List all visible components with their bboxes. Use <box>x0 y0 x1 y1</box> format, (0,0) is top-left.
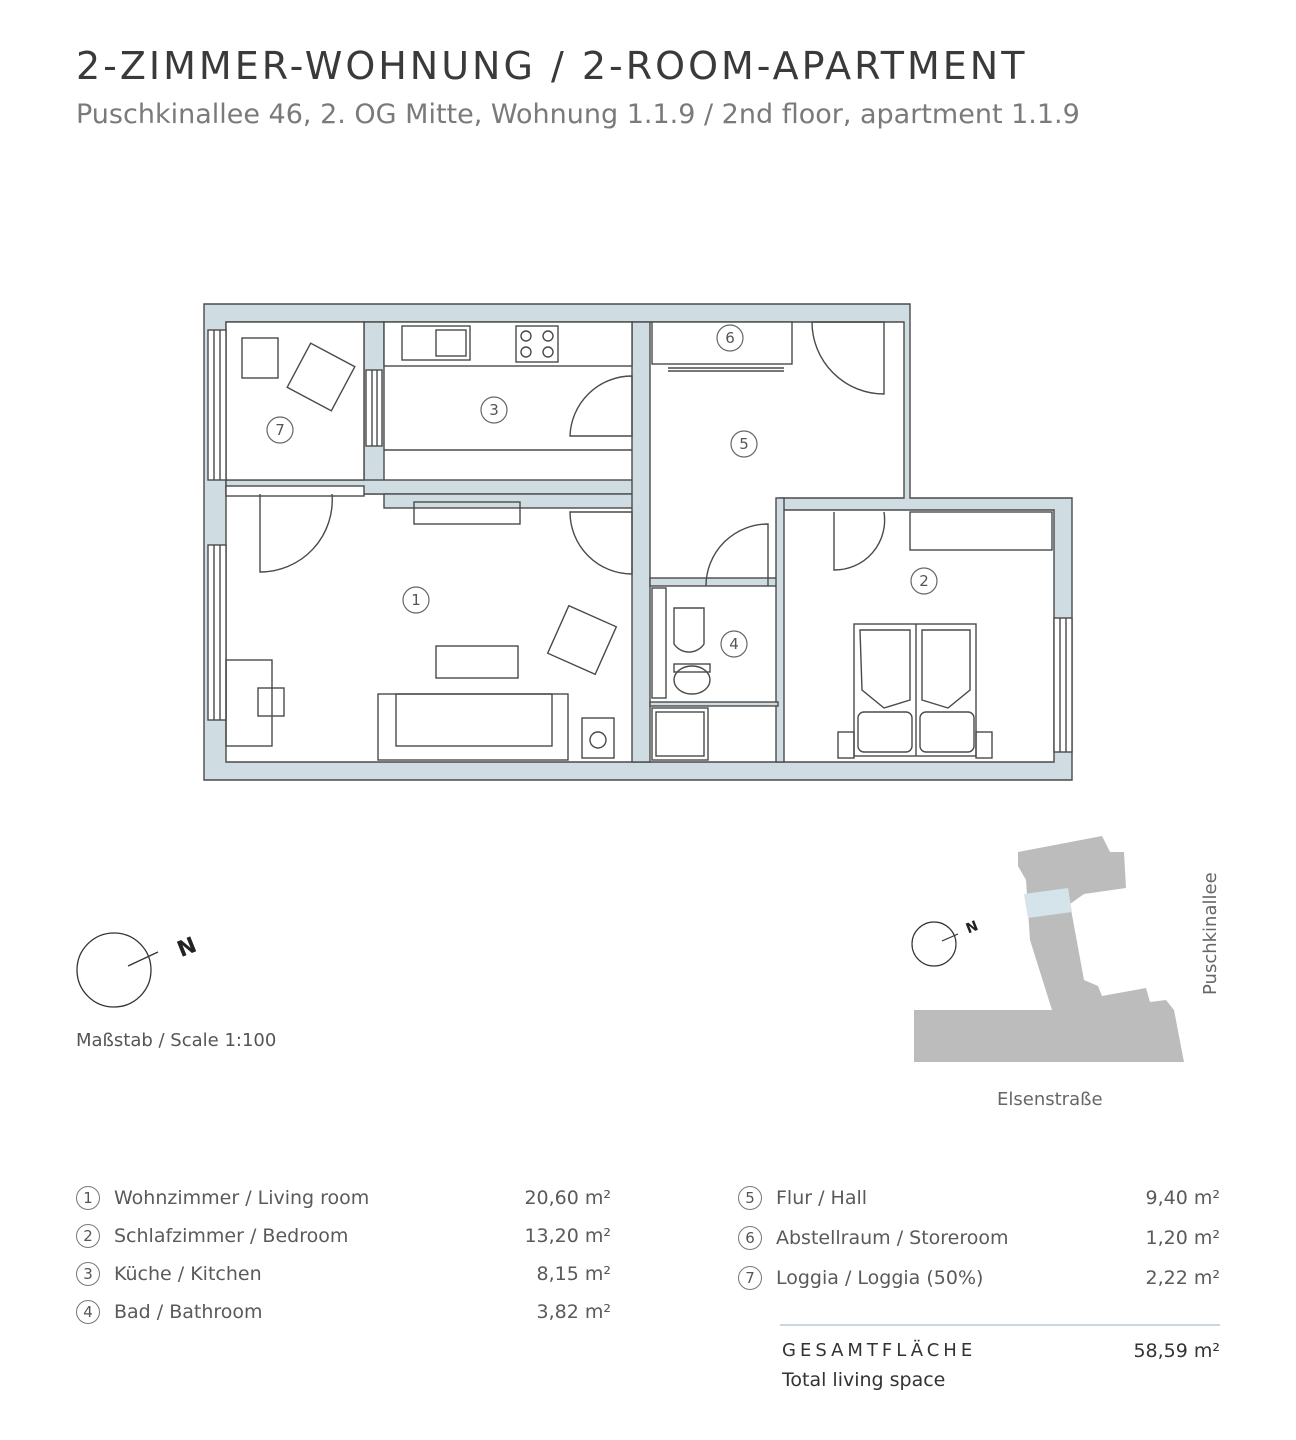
street-elsenstrasse: Elsenstraße <box>997 1089 1103 1110</box>
wall-bath-shower <box>650 702 778 706</box>
room-number: 7 <box>738 1266 762 1290</box>
room-name: Abstellraum / Storeroom <box>776 1227 1009 1249</box>
bed <box>854 624 976 756</box>
window-bedroom <box>1054 618 1072 752</box>
window-left-1 <box>208 330 226 480</box>
room-area: 8,15 m² <box>536 1263 611 1285</box>
room-number: 6 <box>738 1226 762 1250</box>
shower <box>652 708 708 760</box>
list-item <box>76 1260 611 1288</box>
wardrobe <box>910 512 1052 550</box>
door-bedroom <box>834 512 885 570</box>
site-plan <box>914 836 1184 1062</box>
room-name: Küche / Kitchen <box>114 1263 262 1285</box>
room-area: 9,40 m² <box>1145 1187 1220 1209</box>
room-area: 2,22 m² <box>1145 1267 1220 1289</box>
wall-kitchen-bottom <box>384 494 634 508</box>
room-name: Wohnzimmer / Living room <box>114 1187 370 1209</box>
room-number: 4 <box>76 1300 100 1324</box>
coffee-table <box>436 646 518 678</box>
sofa <box>378 694 568 760</box>
door-kitchen <box>570 376 632 436</box>
page-subtitle: Puschkinallee 46, 2. OG Mitte, Wohnung 1.1.9 / 2nd floor, apartment 1.1.9 <box>76 99 1080 130</box>
scale-label: Maßstab / Scale 1:100 <box>76 1030 277 1051</box>
total-area: 58,59 m² <box>1133 1340 1220 1362</box>
page-title: 2-ZIMMER-WOHNUNG / 2-ROOM-APARTMENT <box>76 44 1028 88</box>
washer <box>582 718 614 758</box>
toilet <box>674 666 710 694</box>
room-list-left <box>76 1184 611 1334</box>
list-item <box>738 1184 1220 1212</box>
room-number: 5 <box>738 1186 762 1210</box>
door-bath <box>706 524 768 586</box>
marker-1-label: 1 <box>411 591 421 609</box>
marker-7-label: 7 <box>275 421 285 439</box>
bath-cabinet <box>652 588 666 698</box>
room-name: Bad / Bathroom <box>114 1301 263 1323</box>
desk-chair <box>258 688 284 716</box>
list-item <box>738 1264 1220 1292</box>
room-name: Flur / Hall <box>776 1187 868 1209</box>
room-name: Schlafzimmer / Bedroom <box>114 1225 349 1247</box>
list-item <box>76 1222 611 1250</box>
marker-5-label: 5 <box>739 435 749 453</box>
wall-kitchen-hall <box>632 322 650 762</box>
door-living <box>570 512 632 574</box>
total-label: GESAMTFLÄCHE <box>782 1340 977 1361</box>
room-number: 1 <box>76 1186 100 1210</box>
marker-2-label: 2 <box>919 572 929 590</box>
armchair <box>548 606 617 675</box>
site-north-label: N <box>963 918 981 938</box>
total-divider <box>780 1324 1220 1326</box>
room-area: 1,20 m² <box>1145 1227 1220 1249</box>
window-left-2 <box>208 545 226 720</box>
compass-icon <box>77 933 158 1007</box>
wall-hall-bath <box>650 578 778 586</box>
marker-4-label: 4 <box>729 635 739 653</box>
room-list-right <box>738 1184 1220 1304</box>
marker-6-label: 6 <box>725 329 735 347</box>
nightstand-right <box>976 732 992 758</box>
wall-bath-bedroom <box>776 498 784 762</box>
room-area: 20,60 m² <box>524 1187 611 1209</box>
nightstand-left <box>838 732 854 758</box>
compass-north-label: N <box>173 932 201 963</box>
door-entrance <box>812 322 884 394</box>
list-item <box>76 1298 611 1326</box>
list-item <box>76 1184 611 1212</box>
window-kitchen <box>366 370 382 446</box>
site-compass-icon <box>912 922 958 966</box>
room-name: Loggia / Loggia (50%) <box>776 1267 984 1289</box>
desk <box>226 660 272 746</box>
room-area: 13,20 m² <box>524 1225 611 1247</box>
room-number: 2 <box>76 1224 100 1248</box>
list-item <box>738 1224 1220 1252</box>
washbasin <box>674 608 704 652</box>
room-number: 3 <box>76 1262 100 1286</box>
marker-3-label: 3 <box>489 401 499 419</box>
room-area: 3,82 m² <box>536 1301 611 1323</box>
door-loggia <box>260 494 332 572</box>
total-sublabel: Total living space <box>782 1369 946 1391</box>
street-puschkinallee: Puschkinallee <box>1200 872 1221 995</box>
window-loggia-top <box>226 486 364 496</box>
loggia-outline <box>226 322 364 480</box>
